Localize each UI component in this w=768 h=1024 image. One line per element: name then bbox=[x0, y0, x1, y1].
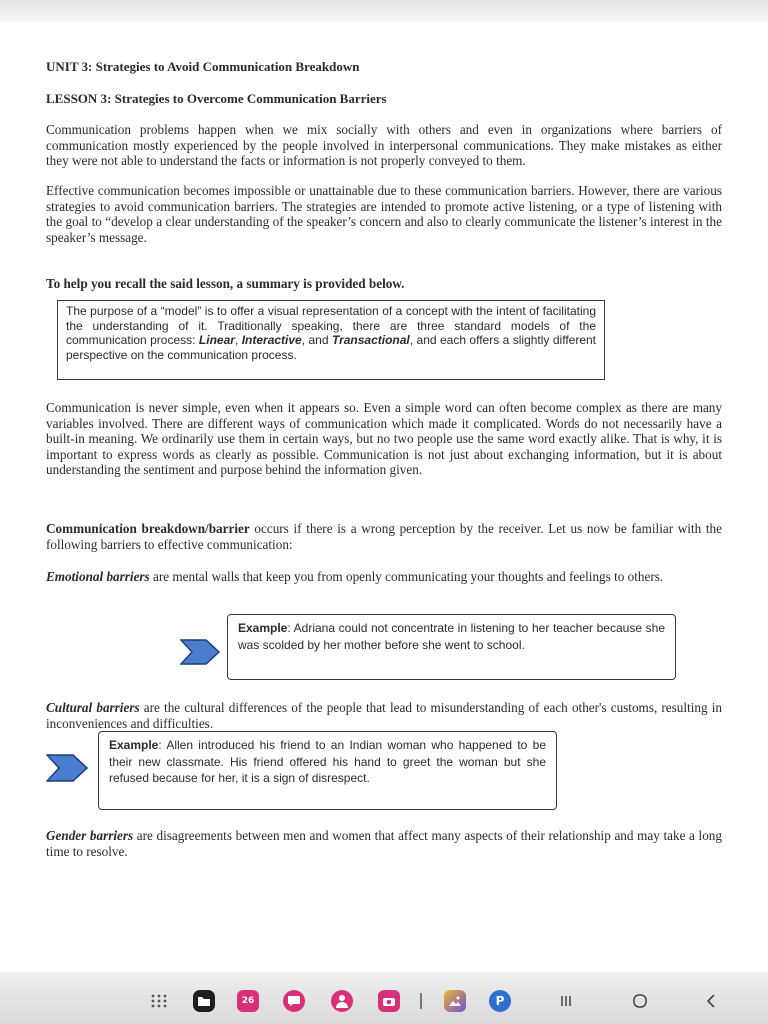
apps-grid-icon[interactable] bbox=[148, 990, 170, 1012]
summary-box bbox=[57, 300, 605, 380]
home-icon[interactable] bbox=[629, 990, 651, 1012]
cultural-term: Cultural barriers bbox=[46, 700, 140, 715]
top-status-band bbox=[0, 0, 768, 22]
emotional-term: Emotional barriers bbox=[46, 569, 150, 584]
breakdown-term: Communication breakdown/barrier bbox=[46, 521, 250, 536]
example-label: Example bbox=[238, 621, 288, 635]
gender-paragraph bbox=[46, 828, 722, 859]
emotional-paragraph bbox=[46, 569, 722, 585]
example-label: Example bbox=[109, 738, 159, 752]
breakdown-text: occurs if there is a wrong perception by the receiver. Let us now be familiar with the following barriers to effective communication: bbox=[46, 521, 722, 552]
chevron-right-icon bbox=[46, 754, 88, 782]
contacts-icon[interactable] bbox=[331, 990, 353, 1012]
emotional-example-box bbox=[227, 614, 676, 680]
cultural-example-box bbox=[98, 731, 557, 810]
summary-text-after: , and each offers a slightly different perspective on the communication process. bbox=[66, 333, 596, 362]
calendar-day: 26 bbox=[241, 996, 255, 1006]
camera-icon[interactable] bbox=[378, 990, 400, 1012]
navbar-divider bbox=[420, 993, 422, 1009]
chat-icon[interactable] bbox=[283, 990, 305, 1012]
intro-paragraph: Communication problems happen when we mix socially with others and even in organizations where barriers of communication mostly experienced by the people involved in interpersonal communications. They make mistakes as either they were not able to understand the facts or information is not properly conveyed to them. bbox=[46, 122, 722, 168]
pv-label: P bbox=[495, 994, 505, 1008]
example-text: : Adriana could not concentrate in listening to her teacher because she was scolded by her mother before she went to school. bbox=[238, 621, 665, 652]
gallery-icon[interactable] bbox=[444, 990, 466, 1012]
cultural-text: are the cultural differences of the people that lead to misunderstanding of each other's customs, resulting in inconveniences and difficulties. bbox=[46, 700, 722, 731]
recall-heading: To help you recall the said lesson, a summary is provided below. bbox=[46, 276, 405, 291]
calendar-icon[interactable] bbox=[237, 990, 259, 1012]
back-icon[interactable] bbox=[700, 990, 722, 1012]
breakdown-paragraph bbox=[46, 521, 722, 552]
chevron-right-icon bbox=[180, 639, 220, 665]
gender-text: are disagreements between men and women that affect many aspects of their relationship and may take a long time to resolve. bbox=[46, 828, 722, 859]
summary-sep1: , bbox=[234, 333, 242, 348]
model-linear: Linear bbox=[198, 333, 235, 348]
cultural-paragraph bbox=[46, 700, 722, 731]
example-text: : Allen introduced his friend to an Indian woman who happened to be their new classmate. His friend offered his hand to greet the woman but she refused because for her, it is a sign of disrespect. bbox=[109, 738, 546, 785]
lesson-title: LESSON 3: Strategies to Overcome Communication Barriers bbox=[46, 91, 387, 106]
unit-title: UNIT 3: Strategies to Avoid Communication Breakdown bbox=[46, 59, 360, 74]
strategies-paragraph: Effective communication becomes impossible or unattainable due to these communication barriers. However, there are various strategies to avoid communication barriers. The strategies are intended to promote active listening, or a type of listening with the goal to “develop a clear understanding of the speaker’s concern and also to clearly communicate the listener’s interest in the speaker’s message. bbox=[46, 183, 722, 245]
summary-sep2: , and bbox=[301, 333, 332, 348]
navigation-bar bbox=[0, 972, 768, 1024]
complexity-paragraph: Communication is never simple, even when it appears so. Even a simple word can often become complex as there are many variables involved. There are different ways of communication which made it complicated. Words do not necessarily have a built-in meaning. We ordinarily use them in certain ways, but no two people use the same word exactly alike. That is why, it is important to express words as clearly as possible. Communication is not just about exchanging information, but it is about understanding the sentiment and purpose behind the information given. bbox=[46, 400, 722, 477]
gender-term: Gender barriers bbox=[46, 828, 134, 843]
model-transactional: Transactional bbox=[331, 333, 410, 348]
recent-apps-icon[interactable] bbox=[555, 990, 577, 1012]
summary-text: The purpose of a “model” is to offer a visual representation of a concept with the intent of facilitating the understanding of it. Traditionally speaking, there are three standard models of the communication process: bbox=[66, 304, 596, 348]
model-interactive: Interactive bbox=[241, 333, 302, 348]
emotional-text: are mental walls that keep you from openly communicating your thoughts and feelings to others. bbox=[149, 569, 664, 584]
folder-icon[interactable] bbox=[193, 990, 215, 1012]
pv-app-icon[interactable] bbox=[489, 990, 511, 1012]
